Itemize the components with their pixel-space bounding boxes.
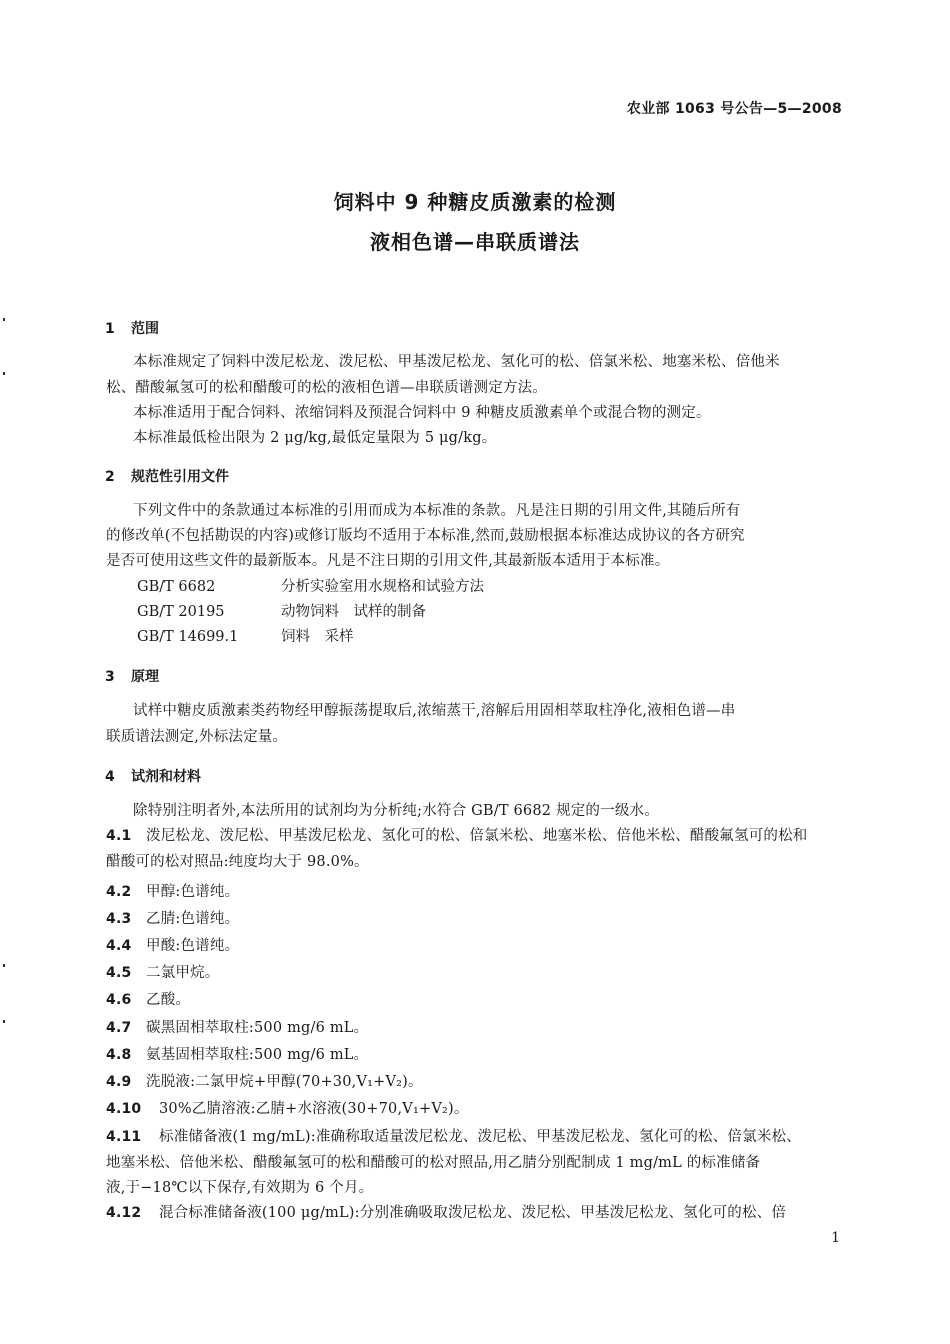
scan-speck <box>3 372 5 375</box>
section-title: 范围 <box>131 321 159 337</box>
section-number: 2 <box>105 469 115 485</box>
item-text: 二氯甲烷。 <box>146 965 220 981</box>
list-item <box>106 961 220 982</box>
scan-speck <box>3 1020 5 1023</box>
item-number: 4.10 <box>106 1101 142 1117</box>
standard-code: 农业部 1063 号公告—5—2008 <box>626 101 842 117</box>
item-text: 混合标准储备液(100 μg/mL):分别准确吸取泼尼松龙、泼尼松、甲基泼尼松龙、氢化可的松、倍 <box>159 1205 787 1221</box>
list-item <box>106 1201 786 1222</box>
page-title-line2: 液相色谱—串联质谱法 <box>370 230 580 254</box>
list-item <box>106 1070 423 1091</box>
item-text: 泼尼松龙、泼尼松、甲基泼尼松龙、氢化可的松、倍氯米松、地塞米松、倍他米松、醋酸氟氢可的松和 <box>146 828 808 844</box>
reference-name: 分析实验室用水规格和试验方法 <box>281 579 484 595</box>
item-text: 甲酸:色谱纯。 <box>146 938 240 954</box>
item-number: 4.9 <box>106 1074 132 1090</box>
scan-speck <box>3 318 5 321</box>
section-number: 4 <box>105 769 115 785</box>
section-heading-2 <box>105 466 229 486</box>
reference-code: GB/T 20195 <box>137 604 225 620</box>
normative-reference <box>137 575 484 596</box>
item-number: 4.5 <box>106 965 132 981</box>
item-number: 4.2 <box>106 884 132 900</box>
reference-code: GB/T 14699.1 <box>137 629 239 645</box>
paragraph-line: 本标准规定了饲料中泼尼松龙、泼尼松、甲基泼尼松龙、氢化可的松、倍氯米松、地塞米松、倍他米 <box>133 354 780 370</box>
item-text: 甲醇:色谱纯。 <box>146 884 240 900</box>
page-number: 1 <box>831 1230 840 1246</box>
section-heading-4 <box>105 766 201 786</box>
section-heading-3 <box>105 666 159 686</box>
item-text: 氨基固相萃取柱:500 mg/6 mL。 <box>146 1047 369 1063</box>
list-item <box>106 1125 801 1146</box>
item-number: 4.3 <box>106 911 132 927</box>
section-number: 3 <box>105 669 115 685</box>
paragraph-line: 除特别注明者外,本法所用的试剂均为分析纯;水符合 GB/T 6682 规定的一级水。 <box>133 803 659 819</box>
paragraph-line: 地塞米松、倍他米松、醋酸氟氢可的松和醋酸可的松对照品,用乙腈分别配制成 1 mg/mL 的标准储备 <box>106 1155 761 1171</box>
list-item <box>106 907 239 928</box>
normative-reference <box>137 625 354 646</box>
reference-name: 动物饲料 试样的制备 <box>281 604 426 620</box>
section-title: 原理 <box>131 669 159 685</box>
paragraph-line: 联质谱法测定,外标法定量。 <box>106 729 288 745</box>
list-item <box>106 1097 469 1118</box>
section-title: 试剂和材料 <box>131 769 201 785</box>
paragraph-line: 本标准最低检出限为 2 μg/kg,最低定量限为 5 μg/kg。 <box>133 430 497 446</box>
list-item <box>106 880 239 901</box>
item-number: 4.7 <box>106 1020 132 1036</box>
item-number: 4.8 <box>106 1047 132 1063</box>
item-number: 4.12 <box>106 1205 142 1221</box>
item-text: 标准储备液(1 mg/mL):准确称取适量泼尼松龙、泼尼松、甲基泼尼松龙、氢化可的松、倍氯米松、 <box>159 1129 801 1145</box>
list-item <box>106 988 190 1009</box>
paragraph-line: 试样中糖皮质激素类药物经甲醇振荡提取后,浓缩蒸干,溶解后用固相萃取柱净化,液相色谱—串 <box>133 703 736 719</box>
item-text: 乙酸。 <box>146 992 191 1008</box>
list-item <box>106 1016 368 1037</box>
reference-name: 饲料 采样 <box>281 629 354 645</box>
section-heading-1 <box>105 318 159 338</box>
item-number: 4.4 <box>106 938 132 954</box>
paragraph-line: 的修改单(不包括勘误的内容)或修订版均不适用于本标准,然而,鼓励根据本标准达成协议的各方研究 <box>106 528 745 544</box>
paragraph-line: 本标准适用于配合饲料、浓缩饲料及预混合饲料中 9 种糖皮质激素单个或混合物的测定。 <box>133 405 711 421</box>
paragraph-line: 液,于−18℃以下保存,有效期为 6 个月。 <box>106 1180 374 1196</box>
section-title: 规范性引用文件 <box>131 469 229 485</box>
item-number: 4.1 <box>106 828 132 844</box>
paragraph-line: 是否可使用这些文件的最新版本。凡是不注日期的引用文件,其最新版本适用于本标准。 <box>106 553 670 569</box>
item-number: 4.6 <box>106 992 132 1008</box>
normative-reference <box>137 600 426 621</box>
item-number: 4.11 <box>106 1129 142 1145</box>
item-text: 乙腈:色谱纯。 <box>146 911 240 927</box>
paragraph-line: 下列文件中的条款通过本标准的引用而成为本标准的条款。凡是注日期的引用文件,其随后所有 <box>133 503 741 519</box>
item-text: 碳黑固相萃取柱:500 mg/6 mL。 <box>146 1020 369 1036</box>
paragraph-line: 醋酸可的松对照品:纯度均大于 98.0%。 <box>106 854 369 870</box>
item-text: 30%乙腈溶液:乙腈+水溶液(30+70,V₁+V₂)。 <box>159 1101 469 1117</box>
list-item <box>106 934 239 955</box>
section-number: 1 <box>105 321 115 337</box>
scan-speck <box>3 964 5 967</box>
item-text: 洗脱液:二氯甲烷+甲醇(70+30,V₁+V₂)。 <box>146 1074 423 1090</box>
list-item <box>106 824 808 845</box>
reference-code: GB/T 6682 <box>137 579 216 595</box>
page-title-line1: 饲料中 9 种糖皮质激素的检测 <box>333 190 617 214</box>
list-item <box>106 1043 368 1064</box>
paragraph-line: 松、醋酸氟氢可的松和醋酸可的松的液相色谱—串联质谱测定方法。 <box>106 380 547 396</box>
